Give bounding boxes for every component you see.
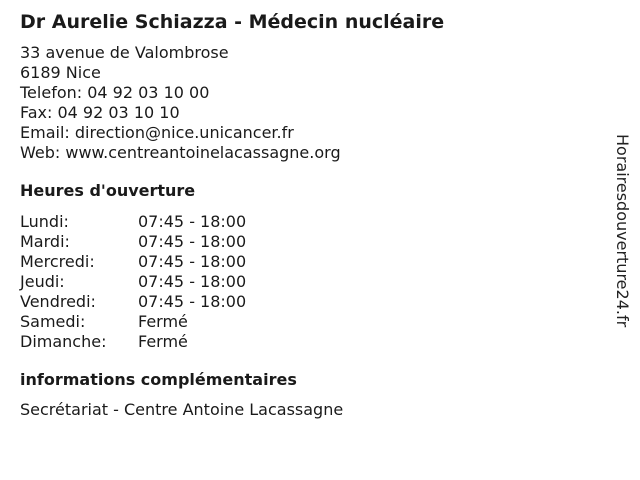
hours-time: 07:45 - 18:00 xyxy=(138,292,247,311)
email: Email: direction@nice.unicancer.fr xyxy=(20,123,294,142)
contact-block xyxy=(20,43,600,163)
hours-day: Mardi: xyxy=(20,232,70,251)
info-heading: informations complémentaires xyxy=(20,370,297,389)
website: Web: www.centreantoinelacassagne.org xyxy=(20,143,341,162)
fax: Fax: 04 92 03 10 10 xyxy=(20,103,180,122)
hours-time: 07:45 - 18:00 xyxy=(138,232,247,251)
hours-day: Mercredi: xyxy=(20,252,95,271)
hours-row-lundi xyxy=(20,212,600,232)
hours-heading: Heures d'ouverture xyxy=(20,181,196,200)
hours-row-samedi xyxy=(20,312,600,332)
city: 6189 Nice xyxy=(20,63,101,82)
street-address: 33 avenue de Valombrose xyxy=(20,43,229,62)
listing-card xyxy=(20,10,600,420)
hours-day: Vendredi: xyxy=(20,292,96,311)
site-watermark: Horairesdouverture24.fr xyxy=(613,134,632,328)
hours-time: 07:45 - 18:00 xyxy=(138,272,247,291)
hours-day: Samedi: xyxy=(20,312,86,331)
hours-day: Dimanche: xyxy=(20,332,107,351)
hours-day: Jeudi: xyxy=(20,272,65,291)
hours-time: Fermé xyxy=(138,332,188,351)
phone: Telefon: 04 92 03 10 00 xyxy=(20,83,210,102)
hours-time: Fermé xyxy=(138,312,188,331)
hours-time: 07:45 - 18:00 xyxy=(138,252,247,271)
hours-time: 07:45 - 18:00 xyxy=(138,212,247,231)
hours-row-mardi xyxy=(20,232,600,252)
page-title: Dr Aurelie Schiazza - Médecin nucléaire xyxy=(20,11,445,33)
info-text: Secrétariat - Centre Antoine Lacassagne xyxy=(20,400,344,419)
hours-row-vendredi xyxy=(20,292,600,312)
hours-day: Lundi: xyxy=(20,212,69,231)
hours-row-mercredi xyxy=(20,252,600,272)
hours-table xyxy=(20,212,600,352)
hours-row-jeudi xyxy=(20,272,600,292)
hours-row-dimanche xyxy=(20,332,600,352)
